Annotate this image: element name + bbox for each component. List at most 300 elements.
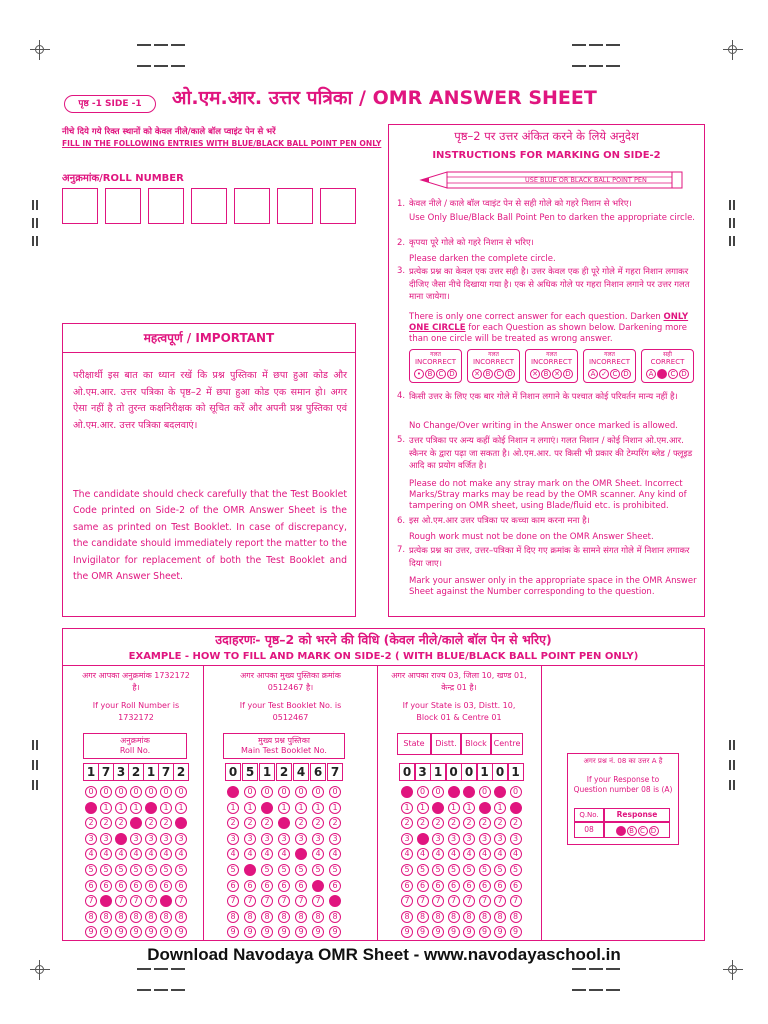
- example-option-bubble: C: [668, 369, 678, 379]
- roll-no-digit-box: 2: [128, 763, 144, 781]
- roll-no-bubble: 5: [85, 864, 97, 876]
- location-code-bubble: 1: [448, 802, 460, 814]
- marking-example-label: INCORRECT: [530, 358, 572, 366]
- location-code-bubble: 4: [510, 848, 522, 860]
- roll-no-bubble: 6: [175, 880, 187, 892]
- roll-digit-box-3[interactable]: [148, 188, 184, 224]
- location-code-bubble: 8: [494, 911, 506, 923]
- pen-label: USE BLUE OR BLACK BALL POINT PEN: [525, 176, 647, 184]
- roll-digit-box-2[interactable]: [105, 188, 141, 224]
- roll-no-bubble: 8: [85, 911, 97, 923]
- booklet-no-bubble: 6: [227, 880, 239, 892]
- marking-example-hindi: सही: [663, 351, 672, 358]
- col1-header-box: [83, 733, 187, 759]
- booklet-no-bubble: 4: [244, 848, 256, 860]
- location-code-bubble: 1: [417, 802, 429, 814]
- roll-no-bubble: 2: [160, 817, 172, 829]
- booklet-no-bubble: 3: [244, 833, 256, 845]
- location-code-bubble: 4: [417, 848, 429, 860]
- location-code-bubble: 8: [432, 911, 444, 923]
- col3-header-state: State: [397, 733, 431, 755]
- roll-digit-box-5[interactable]: [234, 188, 270, 224]
- roll-no-bubble: 0: [130, 786, 142, 798]
- location-code-bubble: 3: [401, 833, 413, 845]
- booklet-no-bubble: 5: [295, 864, 307, 876]
- booklet-no-bubble: 5: [312, 864, 324, 876]
- booklet-no-bubble: 5: [261, 864, 273, 876]
- location-code-bubble: 8: [448, 911, 460, 923]
- col3-english: If your State is 03, Distt. 10, Block 01 & Centre 01: [402, 701, 516, 722]
- col4-qno-value: 08: [574, 822, 604, 838]
- location-code-bubble: 3: [479, 833, 491, 845]
- location-code-bubble: 6: [432, 880, 444, 892]
- roll-no-bubble: 5: [160, 864, 172, 876]
- instruction-2-english: Please darken the complete circle.: [409, 254, 556, 264]
- booklet-no-bubble: [312, 880, 324, 892]
- instruction-7-hindi: प्रत्येक प्रश्न का उत्तर, उत्तर–पत्रिका में दिए गए क्रमांक के सामने संगत गोले में निशान लगाकर दिया जाए।: [409, 546, 690, 569]
- location-code-bubble: 2: [401, 817, 413, 829]
- booklet-no-bubble: 7: [278, 895, 290, 907]
- roll-no-bubble: 8: [145, 911, 157, 923]
- roll-no-bubble: 5: [145, 864, 157, 876]
- roll-no-bubble: 8: [175, 911, 187, 923]
- side-label: पृष्ठ -1 SIDE -1: [64, 95, 156, 113]
- location-code-bubble: 0: [479, 786, 491, 798]
- booklet-no-bubble: [278, 817, 290, 829]
- example-option-bubble: ✕: [472, 369, 482, 379]
- location-code-digit-box: 1: [508, 763, 524, 781]
- roll-no-bubble: 8: [115, 911, 127, 923]
- location-code-bubble: [479, 802, 491, 814]
- important-english: The candidate should check carefully that the Test Booklet Code printed on Side-2 of the OMR Answer Sheet is the same as printed on Test Booklet. In case of discrepancy, the candidate should immediately report the matter to the Invigilator for replacement of both the Test Booklet and the OMR Answer Sheet.: [73, 489, 347, 583]
- col1-english: If your Roll Number is 1732172: [92, 701, 180, 722]
- booklet-no-bubble: 9: [227, 926, 239, 938]
- location-code-bubble: 5: [510, 864, 522, 876]
- roll-no-bubble: 6: [130, 880, 142, 892]
- roll-no-bubble: 9: [100, 926, 112, 938]
- example-option-bubble: D: [505, 369, 515, 379]
- instruction-5-num: 5.: [397, 435, 406, 445]
- booklet-no-digit-box: 0: [225, 763, 241, 781]
- col3-hindi: अगर आपका राज्य 03, जिला 10, खण्ड 01, केन्द्र 01 है।: [391, 671, 527, 692]
- roll-no-bubble: 5: [100, 864, 112, 876]
- location-code-bubble: 2: [463, 817, 475, 829]
- location-code-bubble: 6: [463, 880, 475, 892]
- example-option-bubble: ✓: [599, 369, 609, 379]
- col2-box-hindi: मुख्य प्रश्न पुस्तिका: [258, 736, 310, 745]
- booklet-no-bubble: 4: [261, 848, 273, 860]
- booklet-no-bubble: 9: [278, 926, 290, 938]
- booklet-no-digit-box: 6: [310, 763, 326, 781]
- col1-box-english: Roll No.: [119, 746, 151, 755]
- location-code-bubble: 9: [417, 926, 429, 938]
- response-option-b: B: [627, 826, 637, 836]
- col2-hindi: अगर आपका मुख्य पुस्तिका क्रमांक 0512467 है।: [240, 671, 341, 692]
- example-col-divider-1: [203, 665, 204, 940]
- location-code-bubble: 7: [448, 895, 460, 907]
- instruction-3-hindi: प्रत्येक प्रश्न का केवल एक उत्तर सही है। उत्तर केवल एक ही पूरे गोले में गहरा निशान लगाकर दीजिए जैसा नीचे दिखाया गया है। एक से अधिक गोले पर गहरा निशान लगाने पर उत्तर गलत माना जायेगा।: [409, 267, 690, 302]
- location-code-bubble: [417, 833, 429, 845]
- booklet-no-bubble: 6: [278, 880, 290, 892]
- instruction-6-hindi: इस ओ.एम.आर उत्तर पत्रिका पर कच्चा काम करना मना है।: [409, 516, 590, 526]
- roll-digit-box-4[interactable]: [191, 188, 227, 224]
- location-code-bubble: 4: [494, 848, 506, 860]
- booklet-no-bubble: 4: [329, 848, 341, 860]
- roll-no-bubble: [100, 895, 112, 907]
- location-code-bubble: [432, 802, 444, 814]
- booklet-no-bubble: 0: [329, 786, 341, 798]
- roll-no-digit-box: 2: [173, 763, 189, 781]
- roll-no-bubble: 0: [115, 786, 127, 798]
- location-code-bubble: 4: [463, 848, 475, 860]
- roll-no-bubble: 5: [115, 864, 127, 876]
- location-code-bubble: 5: [448, 864, 460, 876]
- marking-example-label: CORRECT: [650, 358, 685, 366]
- roll-no-bubble: 6: [115, 880, 127, 892]
- booklet-no-bubble: [329, 895, 341, 907]
- roll-no-bubble: 4: [115, 848, 127, 860]
- booklet-no-bubble: 2: [329, 817, 341, 829]
- marking-example-hindi: गलत: [430, 351, 441, 358]
- roll-no-bubble: 1: [130, 802, 142, 814]
- booklet-no-bubble: 0: [295, 786, 307, 798]
- booklet-no-bubble: 3: [278, 833, 290, 845]
- location-code-bubble: 3: [463, 833, 475, 845]
- location-code-bubble: 5: [401, 864, 413, 876]
- booklet-no-bubble: 5: [227, 864, 239, 876]
- timing-mark-right-10: [733, 760, 743, 774]
- roll-no-bubble: 3: [145, 833, 157, 845]
- location-code-digit-box: 0: [399, 763, 415, 781]
- instruction-3-english-post: for each Question as shown below. Darkening more than one circle will be treated as wrong answer.: [409, 323, 688, 344]
- roll-no-digit-box: 1: [83, 763, 99, 781]
- booklet-no-bubble: [261, 802, 273, 814]
- example-option-bubble: •: [414, 369, 424, 379]
- marking-example-label: INCORRECT: [472, 358, 514, 366]
- booklet-no-digit-box: 4: [293, 763, 309, 781]
- roll-no-bubble: [160, 895, 172, 907]
- booklet-no-bubble: 3: [295, 833, 307, 845]
- booklet-no-bubble: 6: [244, 880, 256, 892]
- location-code-bubble: 6: [510, 880, 522, 892]
- marking-example-bubbles: [468, 367, 519, 379]
- response-option-d: D: [649, 826, 659, 836]
- booklet-no-bubble: 7: [227, 895, 239, 907]
- booklet-no-bubble: 8: [261, 911, 273, 923]
- example-option-bubble: B: [425, 369, 435, 379]
- booklet-no-bubble: 0: [261, 786, 273, 798]
- booklet-no-bubble: 7: [244, 895, 256, 907]
- location-code-digit-box: 0: [492, 763, 508, 781]
- booklet-no-bubble: 4: [312, 848, 324, 860]
- roll-no-digit-box: 1: [143, 763, 159, 781]
- instruction-1-english: Use Only Blue/Black Ball Point Pen to darken the appropriate circle.: [409, 213, 696, 223]
- example-option-bubble: ✕: [530, 369, 540, 379]
- col4-english: If your Response to Question number 08 is (A): [573, 775, 673, 794]
- booklet-no-digit-box: 1: [259, 763, 275, 781]
- location-code-bubble: 3: [510, 833, 522, 845]
- response-option-c: C: [638, 826, 648, 836]
- roll-number-label: अनुक्रमांक/ROLL NUMBER: [62, 173, 184, 184]
- roll-no-bubble: 8: [160, 911, 172, 923]
- booklet-no-bubble: 2: [295, 817, 307, 829]
- roll-no-bubble: [130, 817, 142, 829]
- roll-digit-box-7[interactable]: [320, 188, 356, 224]
- roll-no-bubble: 7: [175, 895, 187, 907]
- roll-no-bubble: 9: [130, 926, 142, 938]
- location-code-bubble: 3: [432, 833, 444, 845]
- roll-no-bubble: 5: [175, 864, 187, 876]
- col4-qno-header: Q.No.: [574, 808, 604, 822]
- timing-mark-right-8: [733, 740, 743, 754]
- roll-no-digit-box: 3: [113, 763, 129, 781]
- location-code-bubble: 6: [417, 880, 429, 892]
- location-code-digit-box: 0: [461, 763, 477, 781]
- roll-no-bubble: 0: [160, 786, 172, 798]
- timing-mark-right-2: [733, 200, 743, 214]
- roll-no-bubble: 7: [145, 895, 157, 907]
- booklet-no-bubble: 8: [244, 911, 256, 923]
- location-code-bubble: 4: [479, 848, 491, 860]
- location-code-digit-box: 1: [430, 763, 446, 781]
- col2-box-english: Main Test Booklet No.: [241, 746, 327, 755]
- example-option-bubble: D: [679, 369, 689, 379]
- location-code-bubble: 7: [432, 895, 444, 907]
- instruction-6-num: 6.: [397, 516, 406, 526]
- example-option-bubble: B: [541, 369, 551, 379]
- location-code-bubble: 2: [448, 817, 460, 829]
- location-code-bubble: 2: [432, 817, 444, 829]
- location-code-bubble: 9: [401, 926, 413, 938]
- location-code-bubble: 7: [494, 895, 506, 907]
- timing-mark-left-8: [36, 740, 46, 754]
- location-code-bubble: 5: [432, 864, 444, 876]
- roll-no-digit-box: 7: [98, 763, 114, 781]
- marking-example-3: [525, 349, 578, 383]
- roll-no-bubble: [175, 817, 187, 829]
- roll-no-bubble: [115, 833, 127, 845]
- booklet-no-bubble: 3: [227, 833, 239, 845]
- example-col-divider-3: [541, 665, 542, 940]
- col2-english: If your Test Booklet No. is 0512467: [239, 701, 342, 722]
- location-code-bubble: [494, 786, 506, 798]
- roll-digit-box-1[interactable]: [62, 188, 98, 224]
- roll-no-bubble: 9: [85, 926, 97, 938]
- booklet-no-bubble: 9: [312, 926, 324, 938]
- booklet-no-bubble: 1: [278, 802, 290, 814]
- roll-no-bubble: 0: [175, 786, 187, 798]
- instruction-3-english-one-circle: ONE CIRCLE: [409, 323, 466, 333]
- location-code-bubble: 9: [448, 926, 460, 938]
- important-divider: [63, 352, 355, 353]
- booklet-no-bubble: 7: [295, 895, 307, 907]
- location-code-bubble: 7: [417, 895, 429, 907]
- booklet-no-bubble: 1: [244, 802, 256, 814]
- col4-options: [604, 822, 670, 838]
- location-code-bubble: [463, 786, 475, 798]
- marking-example-hindi: गलत: [488, 351, 499, 358]
- instruction-4-english: No Change/Over writing in the Answer once marked is allowed.: [409, 421, 678, 431]
- instruction-6-english: Rough work must not be done on the OMR Answer Sheet.: [409, 532, 654, 542]
- location-code-bubble: 8: [417, 911, 429, 923]
- marking-example-hindi: गलत: [546, 351, 557, 358]
- page-title: ओ.एम.आर. उत्तर पत्रिका / OMR ANSWER SHEET: [172, 87, 597, 109]
- instructions-title-english: INSTRUCTIONS FOR MARKING ON SIDE-2: [432, 150, 661, 161]
- booklet-no-bubble: 9: [295, 926, 307, 938]
- instruction-2-hindi: कृपया पूरे गोले को गहरे निशान से भरिए।: [409, 238, 534, 248]
- timing-mark-right-6: [733, 236, 743, 250]
- important-box: [62, 323, 356, 617]
- roll-no-bubble: 6: [85, 880, 97, 892]
- booklet-no-bubble: 4: [227, 848, 239, 860]
- location-code-bubble: 2: [417, 817, 429, 829]
- timing-mark-left-12: [36, 780, 46, 794]
- location-code-bubble: 2: [510, 817, 522, 829]
- roll-no-digit-box: 7: [158, 763, 174, 781]
- roll-no-bubble: 7: [130, 895, 142, 907]
- location-code-bubble: 5: [479, 864, 491, 876]
- roll-no-bubble: 1: [160, 802, 172, 814]
- timing-mark-left-10: [36, 760, 46, 774]
- booklet-no-bubble: 1: [329, 802, 341, 814]
- roll-no-bubble: 4: [130, 848, 142, 860]
- location-code-digit-box: 3: [415, 763, 431, 781]
- booklet-no-bubble: 5: [278, 864, 290, 876]
- important-title: महत्वपूर्ण / IMPORTANT: [143, 331, 275, 345]
- example-option-bubble: C: [610, 369, 620, 379]
- location-code-bubble: 9: [479, 926, 491, 938]
- roll-no-bubble: 1: [115, 802, 127, 814]
- location-code-bubble: 9: [510, 926, 522, 938]
- marking-example-5: [641, 349, 694, 383]
- roll-no-bubble: 3: [100, 833, 112, 845]
- roll-no-bubble: 2: [145, 817, 157, 829]
- roll-no-bubble: 9: [115, 926, 127, 938]
- example-divider: [63, 665, 704, 666]
- location-code-bubble: 2: [479, 817, 491, 829]
- roll-no-bubble: 0: [85, 786, 97, 798]
- col1-hindi: अगर आपका अनुक्रमांक 1732172 है।: [82, 671, 190, 692]
- location-code-bubble: 5: [463, 864, 475, 876]
- timing-mark-right-12: [733, 780, 743, 794]
- marking-example-bubbles: [584, 367, 635, 379]
- booklet-no-bubble: 2: [261, 817, 273, 829]
- timing-mark-right-4: [733, 218, 743, 232]
- booklet-no-bubble: 1: [295, 802, 307, 814]
- marking-example-label: INCORRECT: [588, 358, 630, 366]
- roll-no-bubble: 2: [100, 817, 112, 829]
- fill-note-hindi: नीचे दिये गये रिक्त स्थानों को केवल नीले/काले बॉल प्वाइंट पेन से भरें: [62, 127, 276, 137]
- example-title-english: EXAMPLE - HOW TO FILL AND MARK ON SIDE-2 ( WITH BLUE/BLACK BALL POINT PEN ONLY): [128, 651, 639, 662]
- col4-hindi: अगर प्रश्न नं. 08 का उत्तर A है: [583, 757, 663, 765]
- example-option-bubble: A: [646, 369, 656, 379]
- timing-mark-left-2: [36, 200, 46, 214]
- marking-examples: [409, 349, 699, 385]
- footer-text: Download Navodaya OMR Sheet - www.navodayaschool.in: [147, 945, 621, 964]
- booklet-no-bubble: 5: [329, 864, 341, 876]
- example-section: [62, 628, 705, 941]
- location-code-bubble: 3: [494, 833, 506, 845]
- location-code-bubble: 7: [510, 895, 522, 907]
- location-code-bubble: 4: [401, 848, 413, 860]
- booklet-no-bubble: 6: [261, 880, 273, 892]
- roll-no-bubble: 2: [115, 817, 127, 829]
- marking-example-bubbles: [642, 367, 693, 379]
- booklet-no-bubble: 8: [329, 911, 341, 923]
- timing-mark-top-right: [572, 44, 623, 52]
- booklet-no-bubble: 7: [312, 895, 324, 907]
- roll-no-bubble: 8: [100, 911, 112, 923]
- location-code-digit-box: 1: [477, 763, 493, 781]
- example-title-hindi: उदाहरणः- पृष्ठ–2 को भरने की विधि (केवल नीले/काले बॉल पेन से भरिए): [215, 632, 552, 647]
- location-code-bubble: 6: [479, 880, 491, 892]
- marking-example-hindi: गलत: [604, 351, 615, 358]
- location-code-bubble: 9: [432, 926, 444, 938]
- location-code-bubble: 6: [494, 880, 506, 892]
- instruction-4-hindi: किसी उत्तर के लिए एक बार गोले में निशान लगाने के पश्चात कोई परिवर्तन मान्य नहीं है।: [409, 392, 678, 402]
- instruction-3-english-pre: There is only one correct answer for each question. Darken: [409, 312, 664, 322]
- roll-no-bubble: 4: [160, 848, 172, 860]
- instruction-3-english: [409, 312, 697, 345]
- roll-digit-box-6[interactable]: [277, 188, 313, 224]
- fill-note-english: FILL IN THE FOLLOWING ENTRIES WITH BLUE/BLACK BALL POINT PEN ONLY: [62, 139, 382, 148]
- location-code-bubble: 3: [448, 833, 460, 845]
- marking-example-label: INCORRECT: [414, 358, 456, 366]
- location-code-bubble: 8: [510, 911, 522, 923]
- col3-header-block: Block: [461, 733, 491, 755]
- booklet-no-digit-box: 7: [327, 763, 343, 781]
- booklet-no-digit-box: 5: [242, 763, 258, 781]
- timing-mark-bottom-left: [137, 968, 188, 976]
- roll-no-bubble: 4: [145, 848, 157, 860]
- roll-no-bubble: 6: [100, 880, 112, 892]
- roll-no-bubble: 5: [130, 864, 142, 876]
- booklet-no-bubble: [227, 786, 239, 798]
- location-code-bubble: 6: [401, 880, 413, 892]
- example-option-bubble: B: [483, 369, 493, 379]
- col4-response-header: Response: [604, 808, 670, 822]
- location-code-bubble: 9: [494, 926, 506, 938]
- timing-mark-left-6: [36, 236, 46, 250]
- example-option-bubble: D: [621, 369, 631, 379]
- booklet-no-bubble: 0: [312, 786, 324, 798]
- col1-box-hindi: अनुक्रमांक: [120, 736, 150, 745]
- booklet-no-bubble: 2: [244, 817, 256, 829]
- booklet-no-bubble: 0: [244, 786, 256, 798]
- roll-no-bubble: 4: [85, 848, 97, 860]
- booklet-no-bubble: 9: [329, 926, 341, 938]
- roll-no-bubble: 9: [145, 926, 157, 938]
- example-option-bubble: D: [447, 369, 457, 379]
- booklet-no-bubble: 3: [261, 833, 273, 845]
- timing-mark-bottom-right: [572, 968, 623, 976]
- timing-mark-top-left: [137, 44, 188, 52]
- booklet-no-bubble: 0: [278, 786, 290, 798]
- location-code-bubble: 0: [417, 786, 429, 798]
- response-option-a: [616, 826, 626, 836]
- marking-example-4: [583, 349, 636, 383]
- location-code-bubble: 8: [479, 911, 491, 923]
- roll-no-bubble: 6: [160, 880, 172, 892]
- roll-no-bubble: 0: [100, 786, 112, 798]
- example-option-bubble: C: [494, 369, 504, 379]
- booklet-no-digit-box: 2: [276, 763, 292, 781]
- location-code-bubble: 5: [417, 864, 429, 876]
- location-code-bubble: 7: [401, 895, 413, 907]
- booklet-no-bubble: 3: [312, 833, 324, 845]
- location-code-bubble: 4: [432, 848, 444, 860]
- roll-no-bubble: 7: [115, 895, 127, 907]
